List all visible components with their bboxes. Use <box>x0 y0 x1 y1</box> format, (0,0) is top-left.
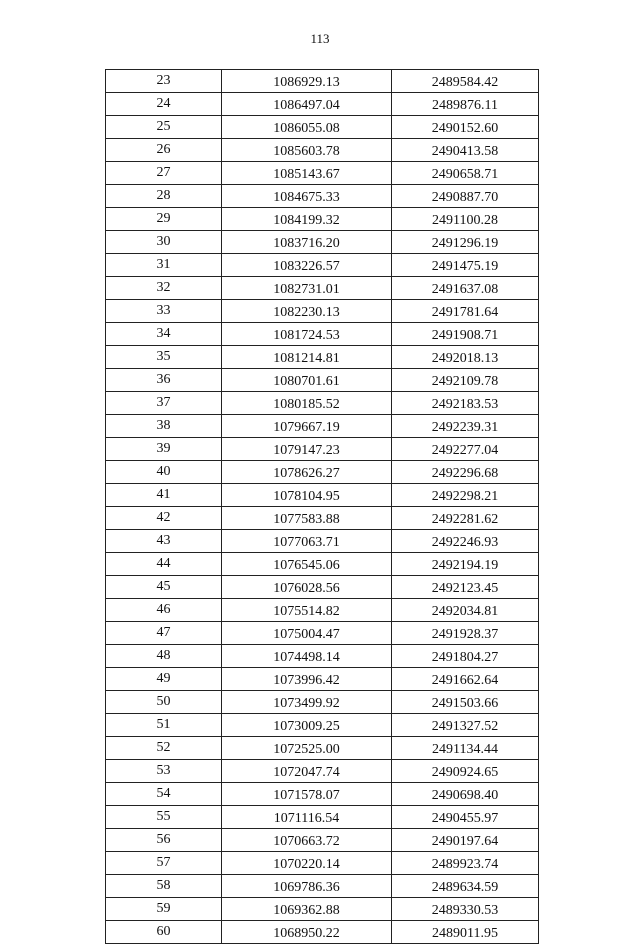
table-row <box>106 829 539 852</box>
y-coordinate-cell: 2489584.42 <box>392 70 539 93</box>
y-coordinate-cell: 2491662.64 <box>392 668 539 691</box>
table-row <box>106 760 539 783</box>
x-coordinate-cell: 1082731.01 <box>222 277 392 300</box>
y-coordinate-cell: 2492194.19 <box>392 553 539 576</box>
x-coordinate-cell: 1083226.57 <box>222 254 392 277</box>
table-row <box>106 921 539 944</box>
point-number-cell: 23 <box>106 70 222 93</box>
y-coordinate-cell: 2489330.53 <box>392 898 539 921</box>
y-coordinate-cell: 2491475.19 <box>392 254 539 277</box>
x-coordinate-cell: 1085143.67 <box>222 162 392 185</box>
point-number-cell: 29 <box>106 208 222 231</box>
point-number-cell: 27 <box>106 162 222 185</box>
x-coordinate-cell: 1073996.42 <box>222 668 392 691</box>
table-row <box>106 392 539 415</box>
point-number-cell: 53 <box>106 760 222 783</box>
x-coordinate-cell: 1083716.20 <box>222 231 392 254</box>
table-row <box>106 369 539 392</box>
point-number-cell: 37 <box>106 392 222 415</box>
x-coordinate-cell: 1070220.14 <box>222 852 392 875</box>
table-row <box>106 254 539 277</box>
table-row <box>106 438 539 461</box>
x-coordinate-cell: 1074498.14 <box>222 645 392 668</box>
y-coordinate-cell: 2490197.64 <box>392 829 539 852</box>
x-coordinate-cell: 1068950.22 <box>222 921 392 944</box>
x-coordinate-cell: 1084675.33 <box>222 185 392 208</box>
point-number-cell: 48 <box>106 645 222 668</box>
y-coordinate-cell: 2491503.66 <box>392 691 539 714</box>
point-number-cell: 44 <box>106 553 222 576</box>
table-row <box>106 852 539 875</box>
y-coordinate-cell: 2490698.40 <box>392 783 539 806</box>
point-number-cell: 57 <box>106 852 222 875</box>
point-number-cell: 50 <box>106 691 222 714</box>
y-coordinate-cell: 2490658.71 <box>392 162 539 185</box>
point-number-cell: 24 <box>106 93 222 116</box>
point-number-cell: 35 <box>106 346 222 369</box>
point-number-cell: 32 <box>106 277 222 300</box>
table-row <box>106 714 539 737</box>
x-coordinate-cell: 1070663.72 <box>222 829 392 852</box>
point-number-cell: 43 <box>106 530 222 553</box>
y-coordinate-cell: 2492018.13 <box>392 346 539 369</box>
table-row <box>106 553 539 576</box>
x-coordinate-cell: 1077063.71 <box>222 530 392 553</box>
y-coordinate-cell: 2491637.08 <box>392 277 539 300</box>
y-coordinate-cell: 2492277.04 <box>392 438 539 461</box>
table-row <box>106 139 539 162</box>
point-number-cell: 55 <box>106 806 222 829</box>
point-number-cell: 52 <box>106 737 222 760</box>
y-coordinate-cell: 2490413.58 <box>392 139 539 162</box>
y-coordinate-cell: 2491804.27 <box>392 645 539 668</box>
point-number-cell: 56 <box>106 829 222 852</box>
y-coordinate-cell: 2492123.45 <box>392 576 539 599</box>
x-coordinate-cell: 1077583.88 <box>222 507 392 530</box>
point-number-cell: 41 <box>106 484 222 507</box>
x-coordinate-cell: 1073499.92 <box>222 691 392 714</box>
y-coordinate-cell: 2491296.19 <box>392 231 539 254</box>
point-number-cell: 59 <box>106 898 222 921</box>
x-coordinate-cell: 1073009.25 <box>222 714 392 737</box>
y-coordinate-cell: 2491781.64 <box>392 300 539 323</box>
table-row <box>106 277 539 300</box>
x-coordinate-cell: 1078626.27 <box>222 461 392 484</box>
point-number-cell: 39 <box>106 438 222 461</box>
point-number-cell: 42 <box>106 507 222 530</box>
point-number-cell: 49 <box>106 668 222 691</box>
point-number-cell: 33 <box>106 300 222 323</box>
point-number-cell: 40 <box>106 461 222 484</box>
x-coordinate-cell: 1069786.36 <box>222 875 392 898</box>
table-row <box>106 208 539 231</box>
y-coordinate-cell: 2492239.31 <box>392 415 539 438</box>
table-row <box>106 507 539 530</box>
table-row <box>106 668 539 691</box>
coordinates-table-body <box>106 70 539 944</box>
y-coordinate-cell: 2492109.78 <box>392 369 539 392</box>
y-coordinate-cell: 2490924.65 <box>392 760 539 783</box>
table-row <box>106 93 539 116</box>
y-coordinate-cell: 2490455.97 <box>392 806 539 829</box>
x-coordinate-cell: 1071116.54 <box>222 806 392 829</box>
x-coordinate-cell: 1072047.74 <box>222 760 392 783</box>
table-row <box>106 300 539 323</box>
point-number-cell: 26 <box>106 139 222 162</box>
x-coordinate-cell: 1085603.78 <box>222 139 392 162</box>
point-number-cell: 36 <box>106 369 222 392</box>
table-row <box>106 70 539 93</box>
table-row <box>106 346 539 369</box>
table-row <box>106 323 539 346</box>
x-coordinate-cell: 1082230.13 <box>222 300 392 323</box>
x-coordinate-cell: 1086929.13 <box>222 70 392 93</box>
y-coordinate-cell: 2491134.44 <box>392 737 539 760</box>
point-number-cell: 28 <box>106 185 222 208</box>
point-number-cell: 25 <box>106 116 222 139</box>
x-coordinate-cell: 1081724.53 <box>222 323 392 346</box>
table-row <box>106 645 539 668</box>
y-coordinate-cell: 2491928.37 <box>392 622 539 645</box>
x-coordinate-cell: 1079667.19 <box>222 415 392 438</box>
y-coordinate-cell: 2490152.60 <box>392 116 539 139</box>
table-row <box>106 691 539 714</box>
table-row <box>106 162 539 185</box>
y-coordinate-cell: 2492281.62 <box>392 507 539 530</box>
x-coordinate-cell: 1076545.06 <box>222 553 392 576</box>
y-coordinate-cell: 2489634.59 <box>392 875 539 898</box>
point-number-cell: 45 <box>106 576 222 599</box>
y-coordinate-cell: 2492183.53 <box>392 392 539 415</box>
x-coordinate-cell: 1081214.81 <box>222 346 392 369</box>
x-coordinate-cell: 1078104.95 <box>222 484 392 507</box>
table-row <box>106 461 539 484</box>
point-number-cell: 51 <box>106 714 222 737</box>
table-row <box>106 116 539 139</box>
x-coordinate-cell: 1080185.52 <box>222 392 392 415</box>
table-row <box>106 185 539 208</box>
y-coordinate-cell: 2491327.52 <box>392 714 539 737</box>
page-number: 113 <box>310 31 330 46</box>
point-number-cell: 30 <box>106 231 222 254</box>
y-coordinate-cell: 2489011.95 <box>392 921 539 944</box>
point-number-cell: 46 <box>106 599 222 622</box>
y-coordinate-cell: 2492296.68 <box>392 461 539 484</box>
table-row <box>106 898 539 921</box>
point-number-cell: 54 <box>106 783 222 806</box>
y-coordinate-cell: 2489923.74 <box>392 852 539 875</box>
point-number-cell: 60 <box>106 921 222 944</box>
y-coordinate-cell: 2489876.11 <box>392 93 539 116</box>
y-coordinate-cell: 2490887.70 <box>392 185 539 208</box>
x-coordinate-cell: 1069362.88 <box>222 898 392 921</box>
x-coordinate-cell: 1084199.32 <box>222 208 392 231</box>
table-row <box>106 231 539 254</box>
point-number-cell: 31 <box>106 254 222 277</box>
y-coordinate-cell: 2492034.81 <box>392 599 539 622</box>
y-coordinate-cell: 2492298.21 <box>392 484 539 507</box>
table-row <box>106 415 539 438</box>
x-coordinate-cell: 1079147.23 <box>222 438 392 461</box>
x-coordinate-cell: 1086055.08 <box>222 116 392 139</box>
table-row <box>106 530 539 553</box>
coordinates-table <box>105 69 539 944</box>
table-row <box>106 622 539 645</box>
point-number-cell: 47 <box>106 622 222 645</box>
x-coordinate-cell: 1076028.56 <box>222 576 392 599</box>
table-row <box>106 576 539 599</box>
table-row <box>106 875 539 898</box>
table-row <box>106 737 539 760</box>
y-coordinate-cell: 2491100.28 <box>392 208 539 231</box>
table-row <box>106 806 539 829</box>
x-coordinate-cell: 1086497.04 <box>222 93 392 116</box>
y-coordinate-cell: 2492246.93 <box>392 530 539 553</box>
x-coordinate-cell: 1075514.82 <box>222 599 392 622</box>
x-coordinate-cell: 1072525.00 <box>222 737 392 760</box>
point-number-cell: 58 <box>106 875 222 898</box>
point-number-cell: 38 <box>106 415 222 438</box>
point-number-cell: 34 <box>106 323 222 346</box>
y-coordinate-cell: 2491908.71 <box>392 323 539 346</box>
table-row <box>106 783 539 806</box>
table-row <box>106 599 539 622</box>
table-row <box>106 484 539 507</box>
x-coordinate-cell: 1071578.07 <box>222 783 392 806</box>
x-coordinate-cell: 1075004.47 <box>222 622 392 645</box>
x-coordinate-cell: 1080701.61 <box>222 369 392 392</box>
